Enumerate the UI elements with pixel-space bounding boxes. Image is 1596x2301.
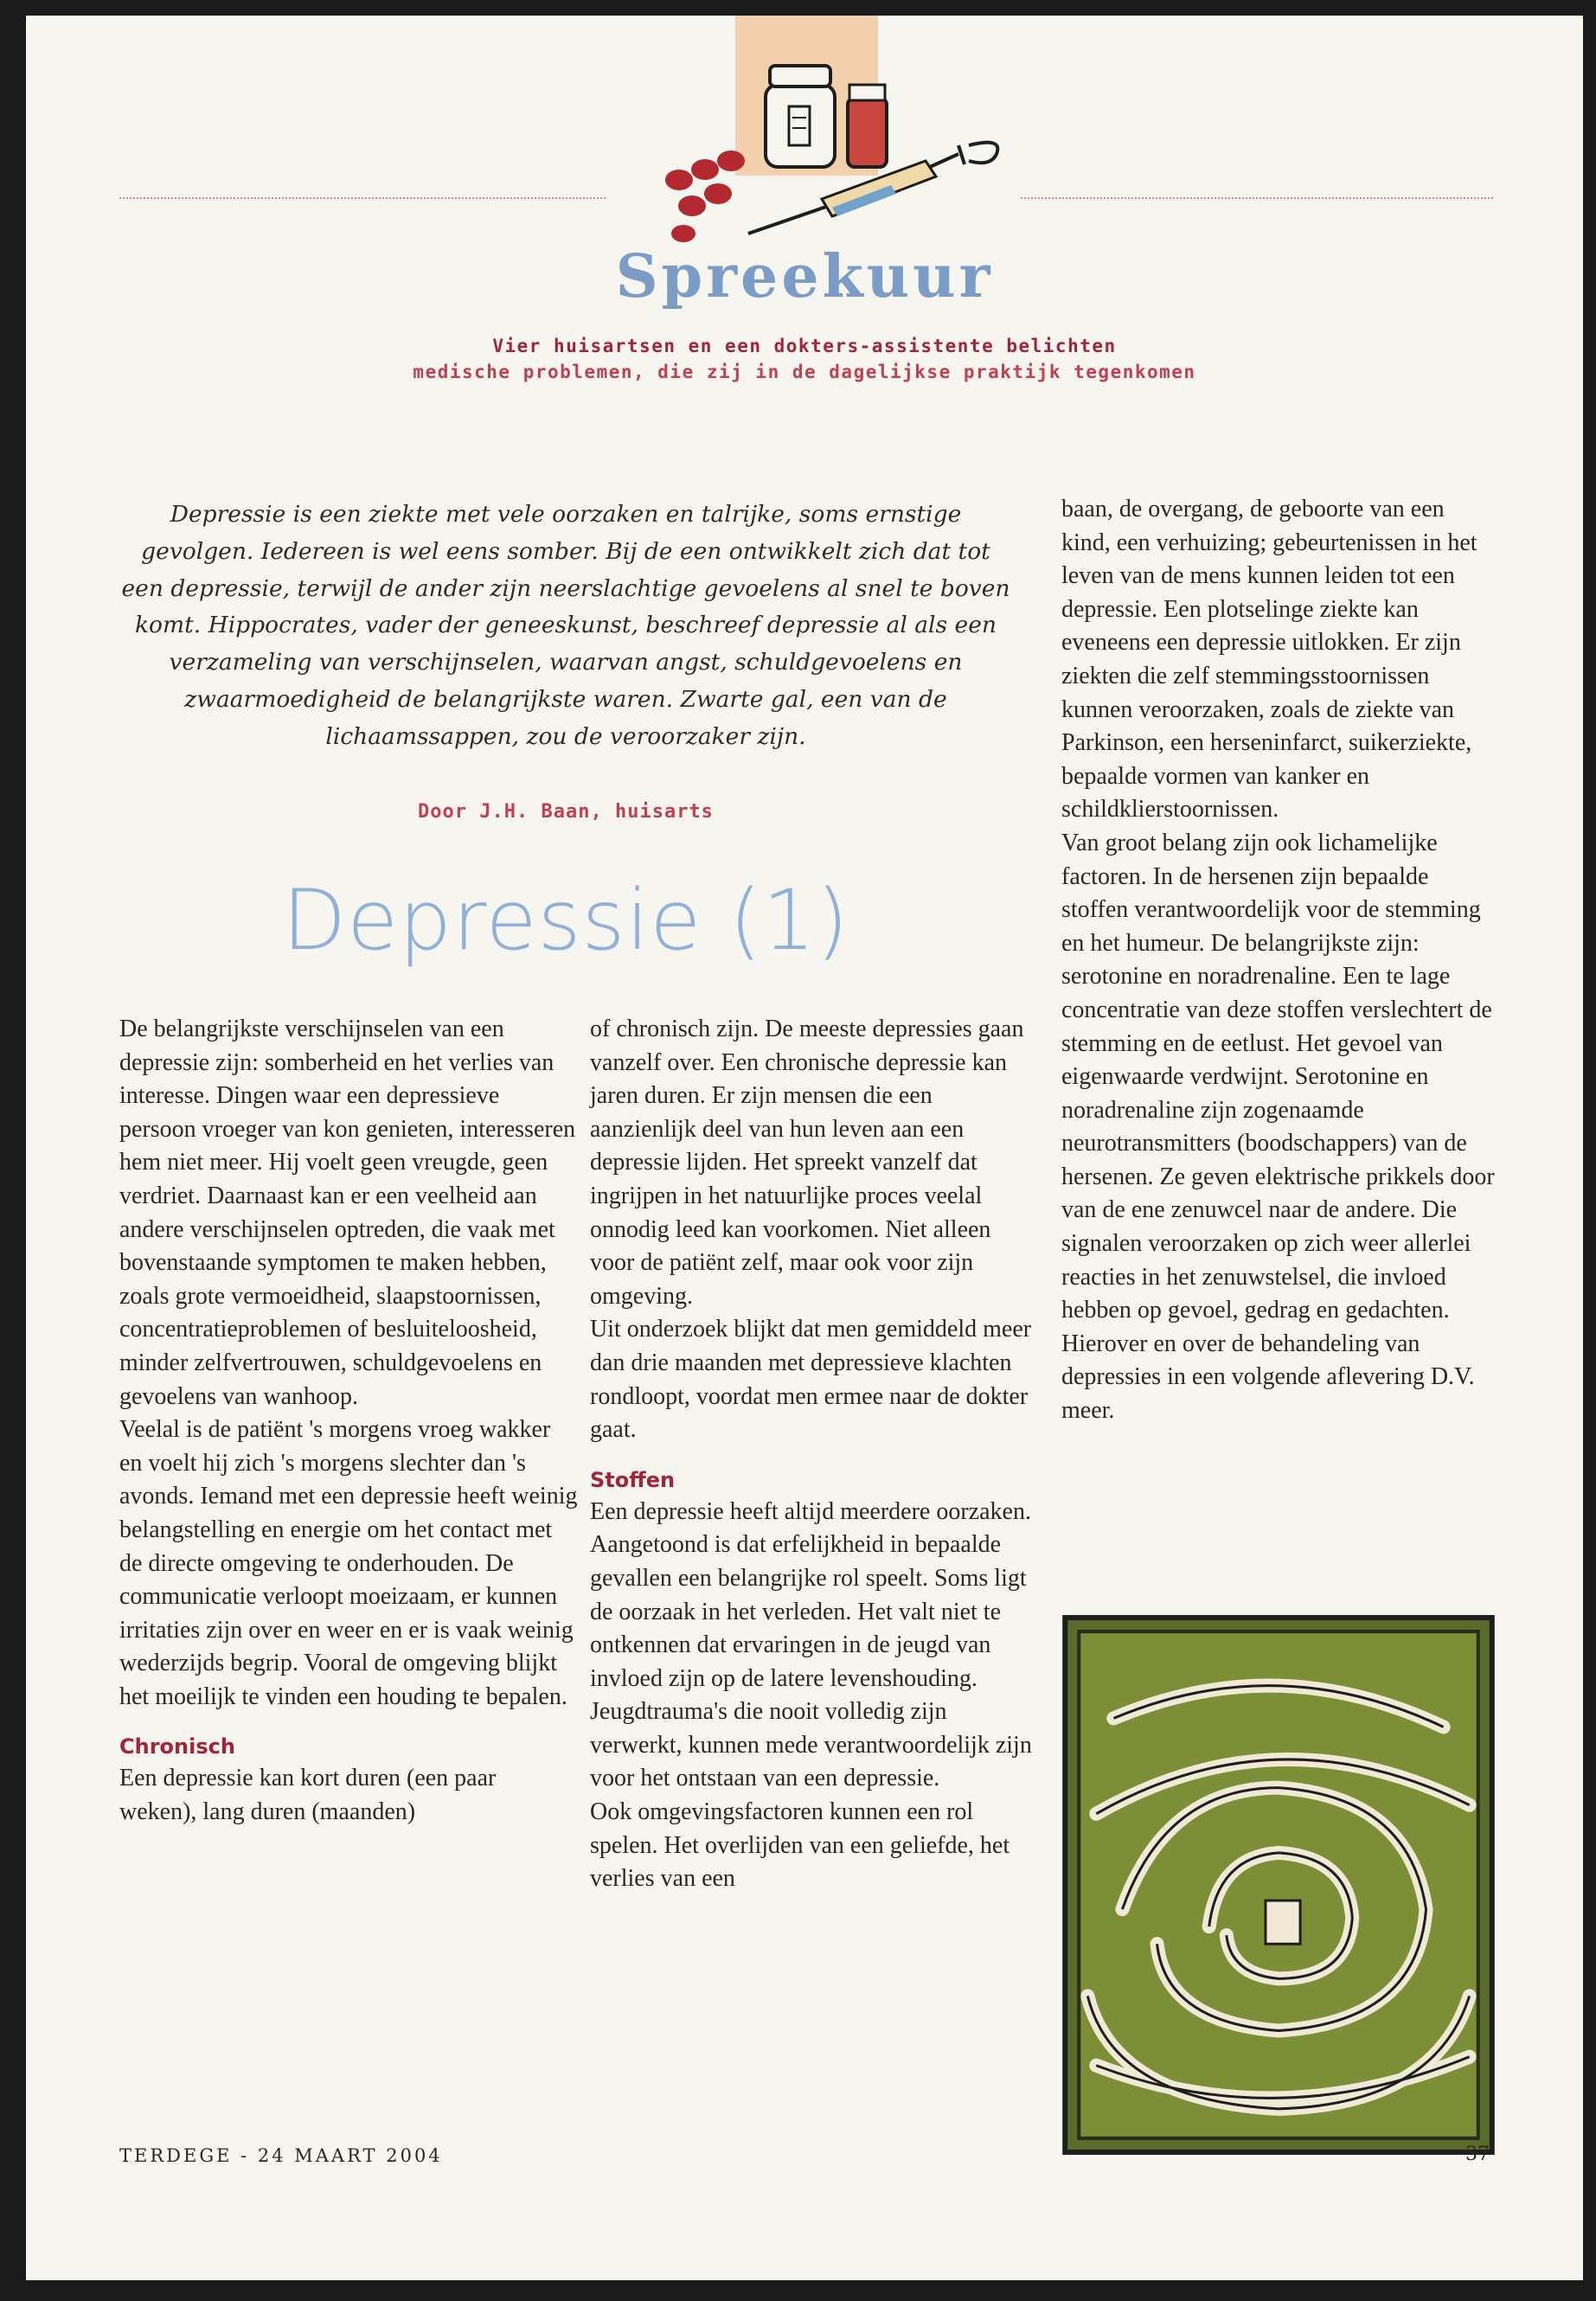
- section-subtitle-line2: medische problemen, die zij in de dagelijkse praktijk tegenkomen: [413, 362, 1196, 382]
- column-1-paragraph-2: Veelal is de patiënt 's morgens vroeg wakker en voelt hij zich 's morgens slechter dan 's avonds. Iemand met een depressie heeft weinig belangstelling en energie om het contact met de directe omgeving te onderhouden. De communicatie verloopt moeizaam, er kunnen irritaties zijn over en weer en er is vaak weinig wederzijds begrip. Vooral de omgeving blijkt het moeilijk te vinden een houding te bepalen.: [119, 1416, 578, 1710]
- column-1-paragraph-1: De belangrijkste verschijnselen van een depressie zijn: somberheid en het verlies van interesse. Dingen waar een depressieve persoon vroeger van kon genieten, interesseren hem niet meer. Hij voelt geen vreugde, geen verdriet. Daarnaast kan er een veelheid aan andere verschijnselen optreden, die vaak met bovenstaande symptomen te maken hebben, zoals grote vermoeidheid, slaapstoornissen, concentratieproblemen of besluiteloosheid, minder zelfvertrouwen, schuldgevoelens en gevoelens van wanhoop.: [119, 1016, 576, 1410]
- article-column-1: [119, 1013, 578, 1830]
- intro-paragraph: Depressie is een ziekte met vele oorzaken en talrijke, soms ernstige gevolgen. Iedereen is wel eens somber. Bij de een ontwikkelt zich dat tot een depressie, terwijl de ander zijn neerslachtige gevoelens al snel te boven komt. Hippocrates, vader der geneeskunst, beschreef depressie al als een verzameling van verschijnselen, waarvan angst, schuldgevoelens en zwaarmoedigheid de belangrijkste waren. Zwarte gal, een van de lichaamssappen, zou de veroorzaker zijn.: [121, 501, 1010, 750]
- maze-illustration: [1061, 1614, 1496, 2156]
- column-2-paragraph-2: Uit onderzoek blijkt dat men gemiddeld meer dan drie maanden met depressieve klachten rondloopt, voordat men ermee naar de dokter gaat.: [590, 1316, 1032, 1444]
- section-subtitle-line1: Vier huisartsen en een dokters-assistente belichten: [492, 336, 1117, 356]
- article-title: Depressie (1): [282, 872, 849, 969]
- article-column-3: [1061, 493, 1498, 1428]
- section-title: Spreekuur: [615, 242, 994, 311]
- column-1-paragraph-3: Een depressie kan kort duren (een paar weken), lang duren (maanden): [119, 1765, 497, 1826]
- column-3-paragraph-3: Hierover en over de behandeling van depressies in een volgende aflevering D.V. meer.: [1061, 1330, 1475, 1425]
- column-2-paragraph-3: Een depressie heeft altijd meerdere oorzaken. Aangetoond is dat erfelijkheid in bepaalde gevallen een belangrijke rol speelt. Soms ligt de oorzaak in het verleden. Het valt niet te ontkennen dat ervaringen in de jeugd van invloed zijn op de latere levenshouding. Jeugdtrauma's die nooit volledig zijn verwerkt, kunnen mede verantwoordelijk zijn voor het ontstaan van een depressie.: [590, 1497, 1032, 1792]
- article-column-2: [590, 1013, 1040, 1896]
- medicine-illustration: [597, 16, 1064, 253]
- byline: Door J.H. Baan, huisarts: [418, 801, 714, 823]
- publication-footer: TERDEGE - 24 MAART 2004: [119, 2145, 443, 2166]
- magazine-page: [26, 16, 1583, 2280]
- page-number: 37: [1465, 2144, 1490, 2165]
- subheading-stoffen: Stoffen: [590, 1467, 676, 1492]
- column-2-paragraph-1: of chronisch zijn. De meeste depressies gaan vanzelf over. Een chronische depressie kan jaren duren. Er zijn mensen die een aanzienlijk deel van hun leven aan een depressie lijden. Het spreekt vanzelf dat ingrijpen in het natuurlijke proces veelal onnodig leed kan voorkomen. Niet alleen voor de patiënt zelf, maar ook voor zijn omgeving.: [590, 1016, 1024, 1310]
- column-3-paragraph-2: Van groot belang zijn ook lichamelijke factoren. In de hersenen zijn bepaalde stoffen verantwoordelijk voor de stemming en het humeur. De belangrijkste zijn: serotonine en noradrenaline. Een te lage concentratie van deze stoffen verslechtert de stemming en de eetlust. Het gevoel van eigenwaarde verdwijnt. Serotonine en noradrenaline zijn zogenaamde neurotransmitters (boodschappers) van de hersenen. Ze geven elektrische prikkels door van de ene zenuwcel naar de andere. Die signalen veroorzaken op zich weer allerlei reacties in het zenuwstelsel, die invloed hebben op gevoel, gedrag en gedachten.: [1061, 829, 1495, 1324]
- header-rule-left: [119, 197, 606, 199]
- column-2-paragraph-4: Ook omgevingsfactoren kunnen een rol spelen. Het overlijden van een geliefde, het verlies van een: [590, 1798, 1010, 1893]
- column-3-paragraph-1: baan, de overgang, de geboorte van een kind, een verhuizing; gebeurtenissen in het leven van de mens kunnen leiden tot een depressie. Een plotselinge ziekte kan eveneens een depressie uitlokken. Er zijn ziekten die zelf stemmingsstoornissen kunnen veroorzaken, zoals de ziekte van Parkinson, een herseninfarct, suikerziekte, bepaalde vormen van kanker en schildklierstoornissen.: [1061, 496, 1477, 824]
- header-rule-right: [1021, 197, 1493, 199]
- subheading-chronisch: Chronisch: [119, 1734, 235, 1759]
